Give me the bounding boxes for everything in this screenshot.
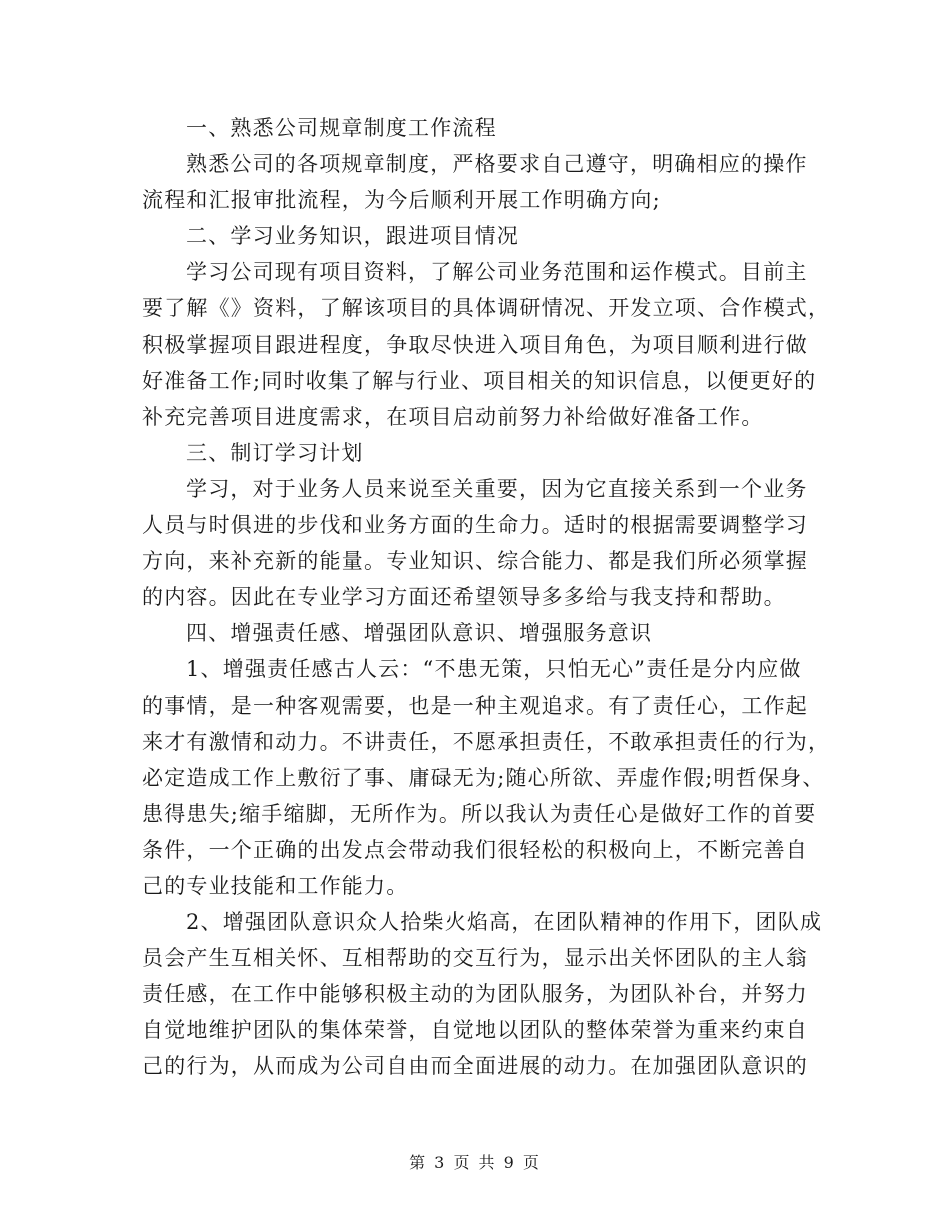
heading-section-3: 三、制订学习计划 bbox=[186, 440, 364, 465]
paragraph-line: 流程和汇报审批流程，为今后顺利开展工作明确方向; bbox=[142, 188, 661, 213]
paragraph-line: 己的行为，从而成为公司自由而全面进展的动力。在加强团队意识的 bbox=[142, 1054, 808, 1079]
paragraph-line: 己的专业技能和工作能力。 bbox=[142, 873, 409, 898]
paragraph-line: 学习公司现有项目资料，了解公司业务范围和运作模式。目前主 bbox=[186, 260, 808, 285]
paragraph-line: 条件，一个正确的出发点会带动我们很轻松的积极向上，不断完善自 bbox=[142, 837, 808, 862]
paragraph-line: 要了解《》资料，了解该项目的具体调研情况、开发立项、合作模式， bbox=[142, 296, 831, 321]
paragraph-line: 2、增强团队意识众人拾柴火焰高，在团队精神的作用下，团队成 bbox=[186, 910, 823, 935]
heading-section-4: 四、增强责任感、增强团队意识、增强服务意识 bbox=[186, 621, 653, 646]
document-body bbox=[142, 110, 831, 1085]
paragraph-line: 必定造成工作上敷衍了事、庸碌无为;随心所欲、弄虚作假;明哲保身、 bbox=[142, 765, 825, 790]
paragraph-line: 患得患失;缩手缩脚，无所作为。所以我认为责任心是做好工作的首要 bbox=[142, 801, 817, 826]
paragraph-line: 补充完善项目进度需求，在项目启动前努力补给做好准备工作。 bbox=[142, 404, 764, 429]
paragraph-line: 员会产生互相关怀、互相帮助的交互行为，显示出关怀团队的主人翁 bbox=[142, 946, 808, 971]
paragraph-line: 人员与时俱进的步伐和业务方面的生命力。适时的根据需要调整学习 bbox=[142, 513, 808, 538]
paragraph-line: 1、增强责任感古人云：“不患无策，只怕无心”责任是分内应做 bbox=[186, 657, 802, 682]
heading-section-2: 二、学习业务知识，跟进项目情况 bbox=[186, 224, 519, 249]
paragraph-line: 来才有激情和动力。不讲责任，不愿承担责任，不敢承担责任的行为， bbox=[142, 729, 831, 754]
heading-section-1: 一、熟悉公司规章制度工作流程 bbox=[186, 116, 497, 140]
paragraph-line: 积极掌握项目跟进程度，争取尽快进入项目角色，为项目顺利进行做 bbox=[142, 332, 808, 357]
paragraph-line: 好准备工作;同时收集了解与行业、项目相关的知识信息，以便更好的 bbox=[142, 368, 817, 393]
page-number-footer: 第 3 页 共 9 页 bbox=[409, 1153, 541, 1172]
paragraph-line: 熟悉公司的各项规章制度，严格要求自己遵守，明确相应的操作 bbox=[186, 152, 808, 177]
paragraph-line: 的内容。因此在专业学习方面还希望领导多多给与我支持和帮助。 bbox=[142, 585, 786, 610]
paragraph-line: 自觉地维护团队的集体荣誉，自觉地以团队的整体荣誉为重来约束自 bbox=[142, 1018, 808, 1043]
paragraph-line: 责任感，在工作中能够积极主动的为团队服务，为团队补台，并努力 bbox=[142, 982, 808, 1007]
paragraph-line: 学习，对于业务人员来说至关重要，因为它直接关系到一个业务 bbox=[186, 476, 808, 501]
paragraph-line: 方向，来补充新的能量。专业知识、综合能力、都是我们所必须掌握 bbox=[142, 549, 808, 574]
paragraph-line: 的事情，是一种客观需要，也是一种主观追求。有了责任心，工作起 bbox=[142, 693, 808, 718]
